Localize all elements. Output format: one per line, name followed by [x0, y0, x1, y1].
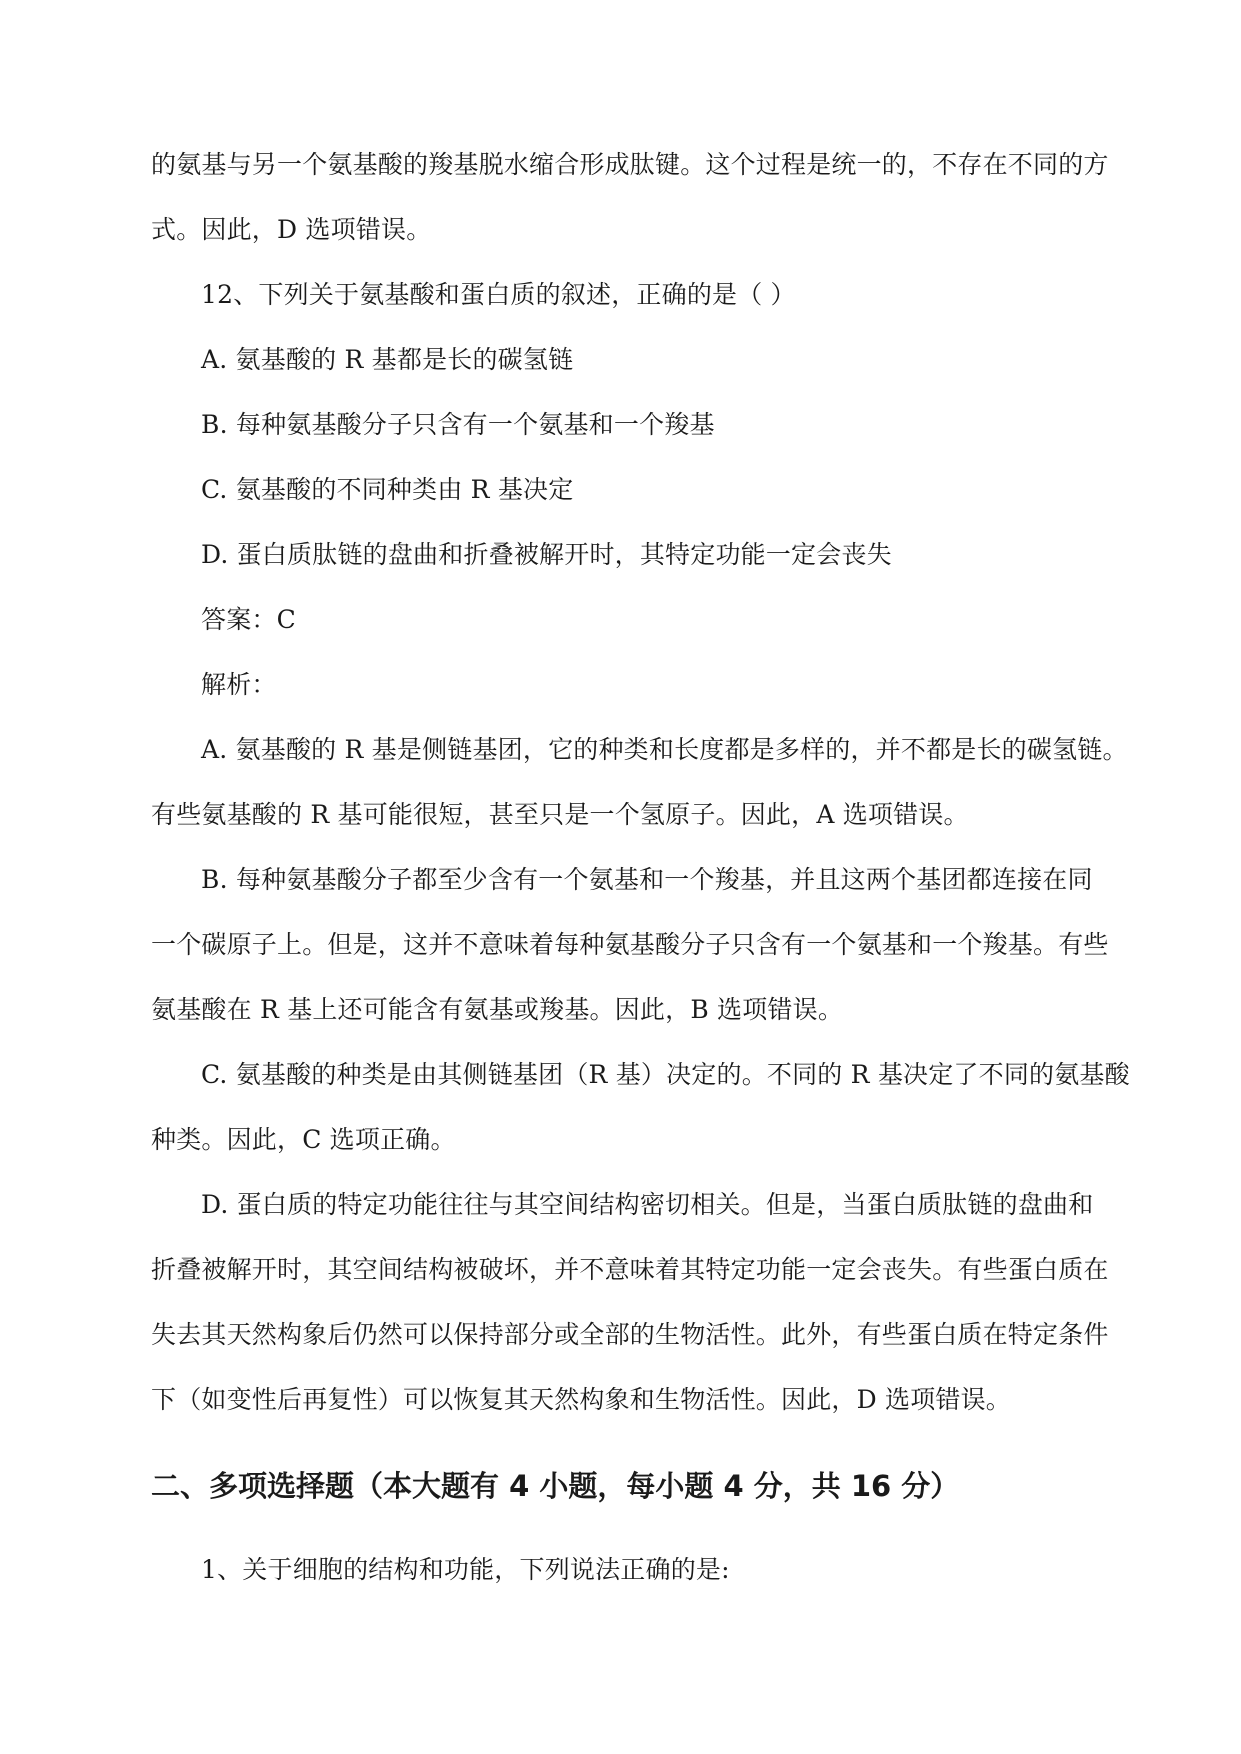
section-heading: 二、多项选择题（本大题有 4 小题，每小题 4 分，共 16 分）: [151, 1469, 960, 1503]
text-line-continuation-end: 式。因此，D 选项错误。: [151, 215, 432, 244]
analysis-b-line-1: B. 每种氨基酸分子都至少含有一个氨基和一个羧基，并且这两个基团都连接在同: [201, 865, 1093, 894]
question-1-stem: 1、关于细胞的结构和功能，下列说法正确的是:: [201, 1555, 730, 1584]
analysis-a-line-1: A. 氨基酸的 R 基是侧链基团，它的种类和长度都是多样的，并不都是长的碳氢链。: [201, 735, 1128, 764]
analysis-b-line-3: 氨基酸在 R 基上还可能含有氨基或羧基。因此，B 选项错误。: [151, 995, 844, 1024]
text-line-continuation: 的氨基与另一个氨基酸的羧基脱水缩合形成肽键。这个过程是统一的，不存在不同的方: [151, 150, 1109, 179]
analysis-c-line-1: C. 氨基酸的种类是由其侧链基团（R 基）决定的。不同的 R 基决定了不同的氨基酸: [201, 1060, 1130, 1089]
question-12-option-c: C. 氨基酸的不同种类由 R 基决定: [201, 475, 574, 504]
analysis-d-line-1: D. 蛋白质的特定功能往往与其空间结构密切相关。但是，当蛋白质肽链的盘曲和: [201, 1190, 1094, 1219]
question-12-stem: 12、下列关于氨基酸和蛋白质的叙述，正确的是（ ）: [201, 280, 796, 309]
analysis-b-line-2: 一个碳原子上。但是，这并不意味着每种氨基酸分子只含有一个氨基和一个羧基。有些: [151, 930, 1109, 959]
question-12-analysis-label: 解析：: [201, 670, 277, 699]
analysis-a-line-2: 有些氨基酸的 R 基可能很短，甚至只是一个氢原子。因此，A 选项错误。: [151, 800, 969, 829]
analysis-c-line-2: 种类。因此，C 选项正确。: [151, 1125, 456, 1154]
question-12-answer: 答案：C: [201, 605, 296, 634]
analysis-d-line-3: 失去其天然构象后仍然可以保持部分或全部的生物活性。此外，有些蛋白质在特定条件: [151, 1320, 1109, 1349]
analysis-d-line-2: 折叠被解开时，其空间结构被破坏，并不意味着其特定功能一定会丧失。有些蛋白质在: [151, 1255, 1109, 1284]
analysis-d-line-4: 下（如变性后再复性）可以恢复其天然构象和生物活性。因此，D 选项错误。: [151, 1385, 1011, 1414]
question-12-option-d: D. 蛋白质肽链的盘曲和折叠被解开时，其特定功能一定会丧失: [201, 540, 892, 569]
question-12-option-b: B. 每种氨基酸分子只含有一个氨基和一个羧基: [201, 410, 715, 439]
question-12-option-a: A. 氨基酸的 R 基都是长的碳氢链: [201, 345, 574, 374]
